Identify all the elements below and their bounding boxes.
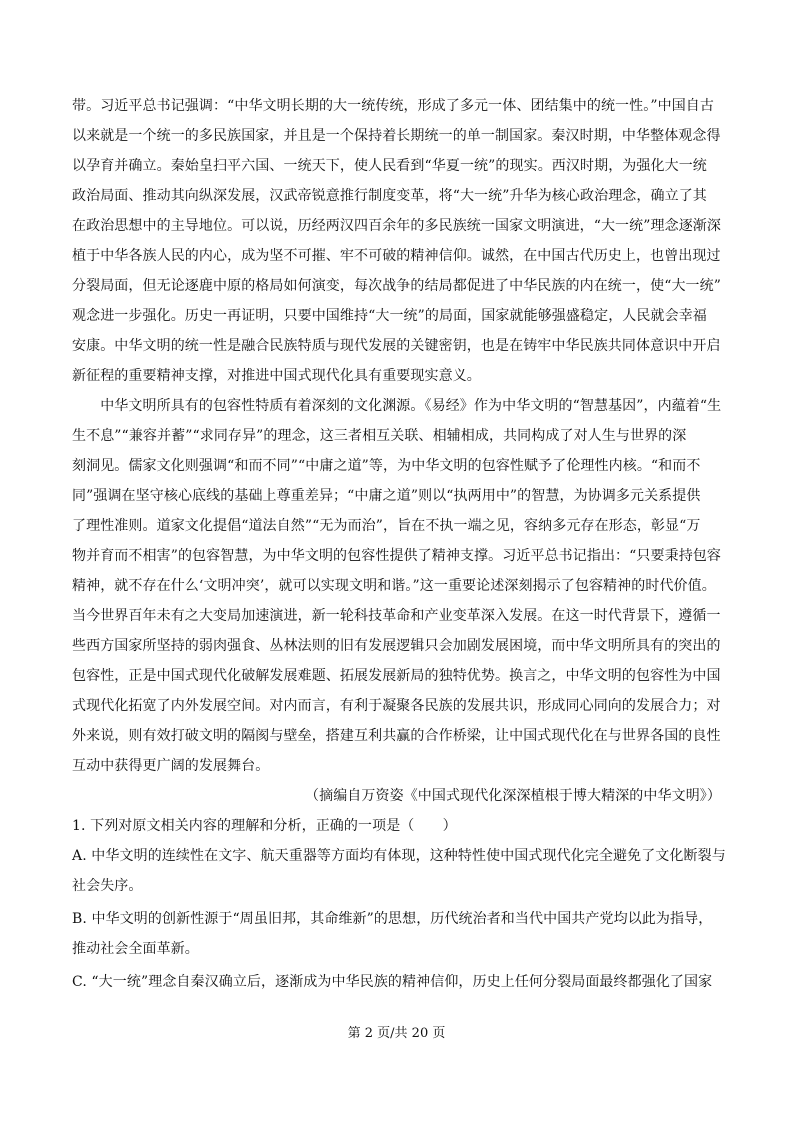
source-citation: （摘编自万资姿《中国式现代化深深植根于博大精深的中华文明》）	[305, 788, 721, 804]
text-line: 观念进一步强化。历史一再证明，只要中国维持“大一统”的局面，国家就能够强盛稳定，人民就会幸福	[72, 308, 707, 324]
text-line: 当今世界百年未有之大变局加速演进，新一轮科技革命和产业变革深入发展。在这一时代背景下，遵循一	[72, 608, 721, 624]
text-line: 政治局面、推动其向纵深发展，汉武帝锐意推行制度变革，将“大一统”升华为核心政治理念，确立了其	[72, 188, 707, 204]
text-line: 在政治思想中的主导地位。可以说，历经两汉四百余年的多民族统一国家文明演进，“大一统”理念逐渐深	[72, 218, 722, 234]
text-line: 些西方国家所坚持的弱肉强食、丛林法则的旧有发展逻辑只会加剧发展困境，而中华文明所具有的突出的	[72, 638, 721, 654]
text-line: 安康。中华文明的统一性是融合民族特质与现代发展的关键密钥，也是在铸牢中华民族共同体意识中开启	[72, 338, 721, 354]
text-line: 植于中华各族人民的内心，成为坚不可摧、牢不可破的精神信仰。诚然，在中国古代历史上，也曾出现过	[72, 248, 721, 264]
text-line: 包容性，正是中国式现代化破解发展难题、拓展发展新局的独特优势。换言之，中华文明的包容性为中国	[72, 668, 721, 684]
text-line: 了理性准则。道家文化提倡“道法自然”“无为而治”，旨在不执一端之见，容纳多元存在形态，彰显“万	[72, 518, 701, 534]
text-line: 互动中获得更广阔的发展舞台。	[72, 758, 270, 774]
text-line: 分裂局面，但无论逐鹿中原的格局如何演变，每次战争的结局都促进了中华民族的内在统一，使“大一统”	[72, 278, 722, 294]
text-line: 新征程的重要精神支撑，对推进中国式现代化具有重要现实意义。	[72, 368, 481, 384]
question-stem: 1. 下列对原文相关内容的理解和分析，正确的一项是（ ）	[72, 818, 457, 834]
text-line: 带。习近平总书记强调：“中华文明长期的大一统传统，形成了多元一体、团结集中的统一性。”中国自古	[72, 98, 715, 114]
text-line: 精神，就不存在什么‘文明冲突’，就可以实现文明和谐。”这一重要论述深刻揭示了包容精神的时代价值。	[72, 578, 716, 594]
page-number: 第 2 页/共 20 页	[347, 1026, 446, 1041]
text-line: 外来说，则有效打破文明的隔阂与壁垒，搭建互利共赢的合作桥梁，让中国式现代化在与世界各国的良性	[72, 728, 721, 744]
text-line: 以来就是一个统一的多民族国家，并且是一个保持着长期统一的单一制国家。秦汉时期，中华整体观念得	[72, 128, 721, 144]
option-b-line: B. 中华文明的创新性源于“周虽旧邦，其命维新”的思想，历代统治者和当代中国共产党均以此为指导，	[72, 911, 713, 927]
option-a-line: 社会失序。	[72, 878, 143, 894]
text-line: 式现代化拓宽了内外发展空间。对内而言，有利于凝聚各民族的发展共识，形成同心同向的发展合力；对	[72, 698, 721, 714]
text-line: 生不息”“兼容并蓄”“求同存异”的理念，这三者相互关联、相辅相成，共同构成了对人生与世界的深	[72, 428, 687, 444]
text-line: 物并育而不相害”的包容智慧，为中华文明的包容性提供了精神支撑。习近平总书记指出：“只要秉持包容	[72, 548, 722, 564]
text-line: 以孕育并确立。秦始皇扫平六国、一统天下，使人民看到“华夏一统”的现实。西汉时期，为强化大一统	[72, 158, 707, 174]
text-line: 中华文明所具有的包容性特质有着深刻的文化渊源。《易经》作为中华文明的“智慧基因”，内蕴着“生	[72, 398, 722, 414]
option-c-line: C. “大一统”理念自秦汉确立后，逐渐成为中华民族的精神信仰，历史上任何分裂局面最终都强化了国家	[72, 974, 713, 990]
option-b-line: 推动社会全面革新。	[72, 941, 199, 957]
option-a-line: A. 中华文明的连续性在文字、航天重器等方面均有体现，这种特性使中国式现代化完全避免了文化断裂与	[72, 848, 726, 864]
text-line: 同”强调在坚守核心底线的基础上尊重差异；“中庸之道”则以“执两用中”的智慧，为协调多元关系提供	[72, 488, 701, 504]
text-line: 刻洞见。儒家文化则强调“和而不同”“中庸之道”等，为中华文明的包容性赋予了伦理性内核。“和而不	[72, 458, 701, 474]
